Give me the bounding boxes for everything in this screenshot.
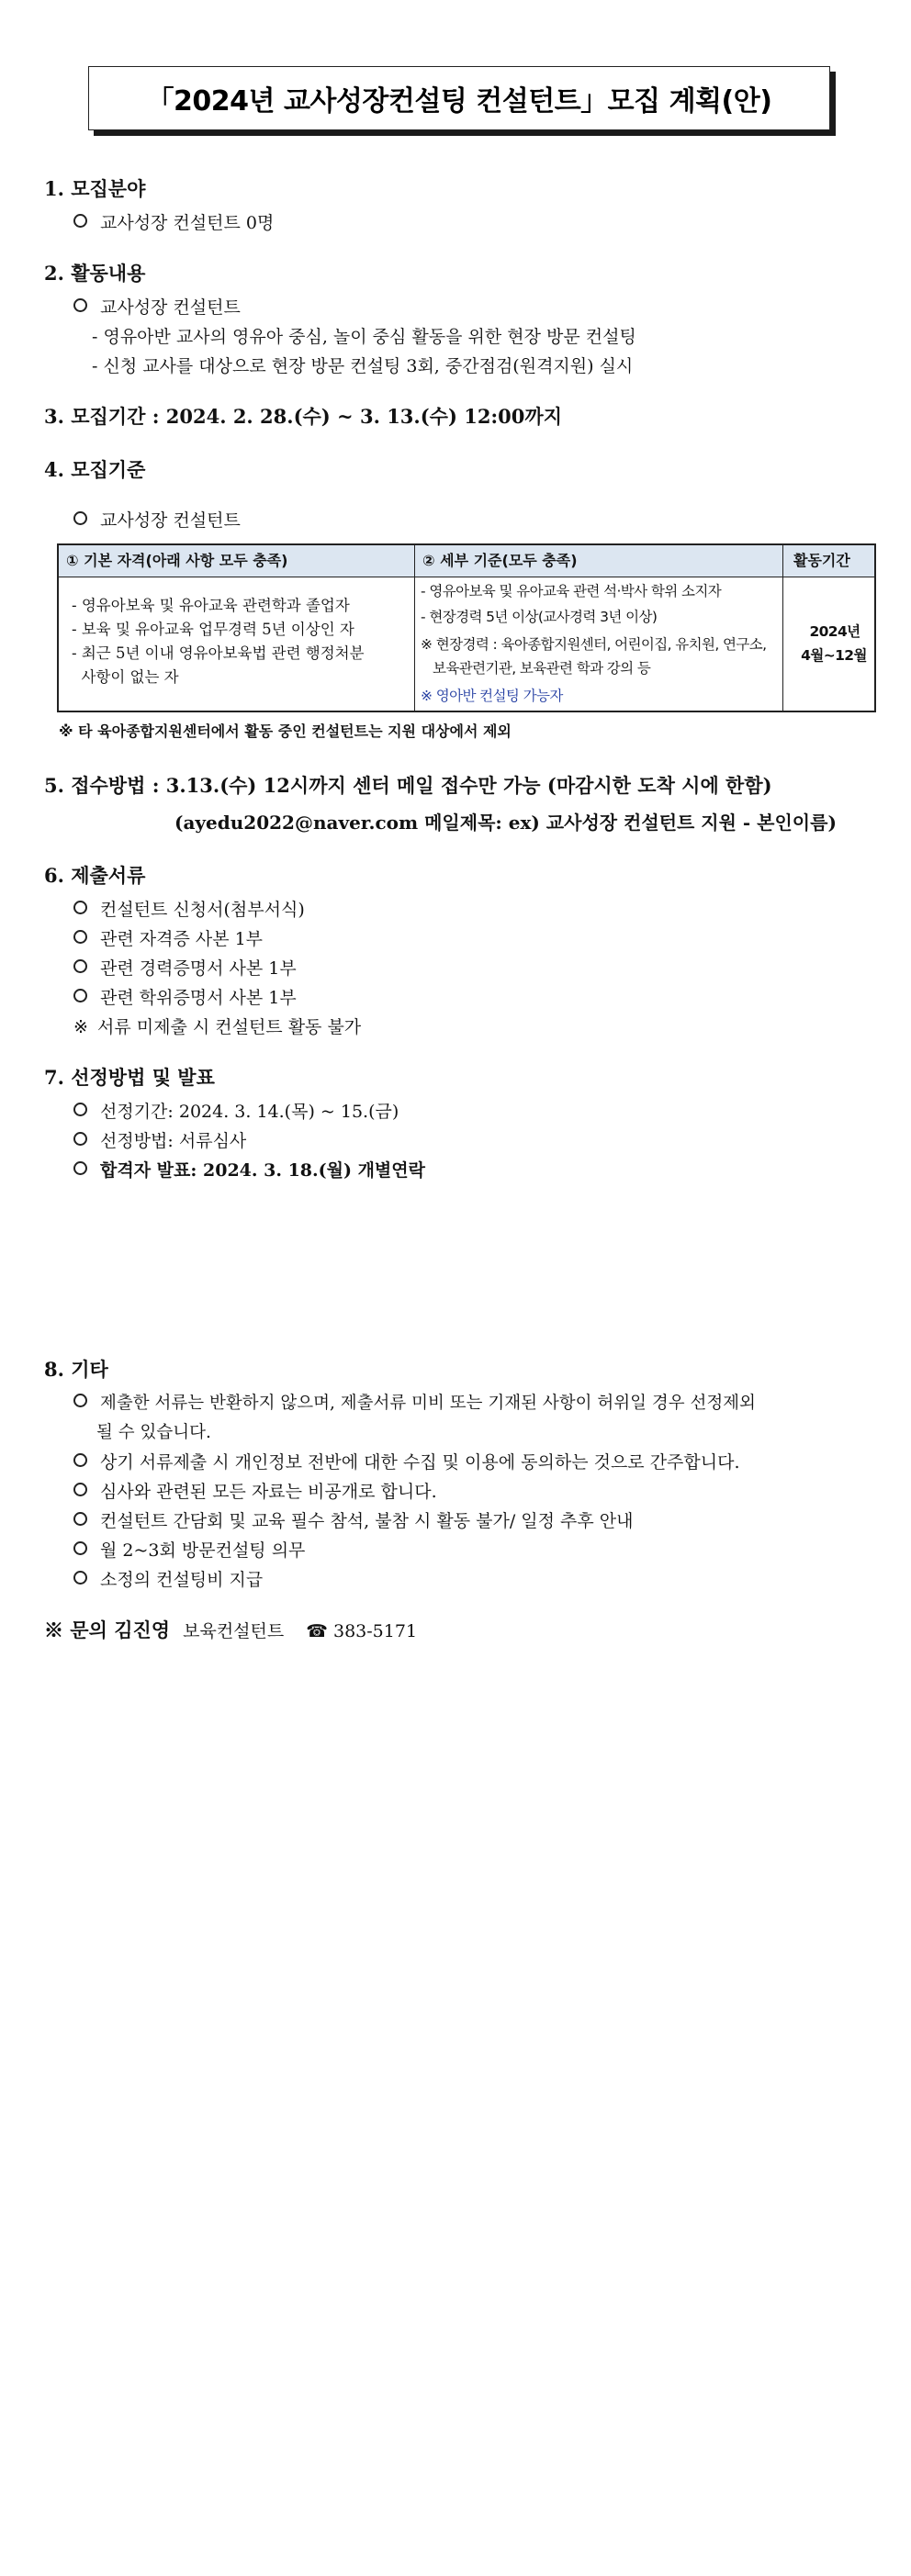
circle-bullet-icon [73,1394,87,1407]
reference-mark-icon: ※ [73,1017,88,1037]
doc-item-text: 관련 경력증명서 사본 1부 [100,958,297,979]
detail-req-note-cont: 보육관련기관, 보육관련 학과 강의 등 [421,660,651,677]
etc-item-text: 월 2~3회 방문컨설팅 의무 [100,1540,306,1561]
section-1-item [73,209,274,234]
contact-line [44,1616,417,1643]
circle-bullet-icon [73,1512,87,1526]
section-2-item-text: 교사성장 컨설턴트 [100,297,241,318]
section-4-item [73,507,241,532]
circle-bullet-icon [73,1453,87,1467]
detail-req-note: ※ 현장경력 : 육아종합지원센터, 어린이집, 유치원, 연구소, [421,636,767,653]
basic-req-3-cont: 사항이 없는 자 [72,668,179,686]
circle-bullet-icon [73,214,87,228]
selection-item-text: 합격자 발표: 2024. 3. 18.(월) 개별연락 [100,1160,425,1181]
circle-bullet-icon [73,1132,87,1146]
doc-item-text: 관련 자격증 사본 1부 [100,929,264,949]
section-6-heading: 6. 제출서류 [44,864,146,887]
etc-item [73,1537,305,1562]
basic-req-2: - 보육 및 유아교육 업무경력 5년 이상인 자 [72,621,354,638]
period-year: 2024년 [809,623,860,640]
section-2-heading: 2. 활동내용 [44,262,146,285]
selection-item-text: 선정방법: 서류심사 [100,1131,247,1151]
circle-bullet-icon [73,989,87,1002]
selection-item [73,1157,425,1182]
doc-item [73,955,297,980]
section-2-sub1: - 영유아반 교사의 영유아 중심, 놀이 중심 활동을 위한 현장 방문 컨설팅 [92,327,636,347]
doc-note [73,1014,361,1038]
table-note: ※ 타 육아종합지원센터에서 활동 중인 컨설턴트는 지원 대상에서 제외 [59,722,512,740]
etc-item-text: 상기 서류제출 시 개인정보 전반에 대한 수집 및 이용에 동의하는 것으로 간주합니다. [100,1452,740,1473]
section-1-item-text: 교사성장 컨설턴트 0명 [100,213,275,233]
detail-req-2: - 현장경력 5년 이상(교사경력 3년 이상) [421,609,658,625]
table-header-period: 활동기간 [793,552,850,569]
contact-phone: ☎ 383-5171 [306,1621,418,1641]
section-5-heading: 5. 접수방법 : 3.13.(수) 12시까지 센터 메일 접수만 가능 (마감시한 도착 시에 한함) [44,774,772,797]
table-header-basic: ① 기본 자격(아래 사항 모두 충족) [66,552,288,569]
circle-bullet-icon [73,511,87,525]
selection-item-text: 선정기간: 2024. 3. 14.(목) ~ 15.(금) [100,1102,399,1122]
basic-req-1: - 영유아보육 및 유아교육 관련학과 졸업자 [72,597,350,614]
circle-bullet-icon [73,298,87,312]
section-2-item [73,294,241,319]
doc-item-text: 관련 학위증명서 사본 1부 [100,988,297,1008]
etc-item [73,1449,740,1473]
etc-item-text: 소정의 컨설팅비 지급 [100,1570,264,1590]
doc-note-text: 서류 미제출 시 컨설턴트 활동 불가 [97,1017,362,1037]
selection-item [73,1098,399,1123]
doc-item-text: 컨설턴트 신청서(첨부서식) [100,900,305,920]
selection-item [73,1127,246,1152]
basic-req-3: - 최근 5년 이내 영유아보육법 관련 행정처분 [72,644,365,662]
contact-role: 보육컨설턴트 [183,1621,285,1641]
section-2-sub2: - 신청 교사를 대상으로 현장 방문 컨설팅 3회, 중간점검(원격지원) 실시 [92,356,634,376]
circle-bullet-icon [73,1483,87,1496]
etc-item [73,1478,437,1503]
section-5-email-line: (ayedu2022@naver.com 메일제목: ex) 교사성장 컨설턴트 지원 - 본인이름) [174,812,837,834]
etc-item-1-cont: 될 수 있습니다. [96,1423,211,1442]
circle-bullet-icon [73,1541,87,1555]
circle-bullet-icon [73,1161,87,1175]
etc-item-text: 컨설턴트 간담회 및 교육 필수 참석, 불참 시 활동 불가/ 일정 추후 안내 [100,1511,634,1531]
detail-req-1: - 영유아보육 및 유아교육 관련 석·박사 학위 소지자 [421,583,722,599]
circle-bullet-icon [73,959,87,973]
detail-req-infant: ※ 영아반 컨설팅 가능자 [421,688,563,704]
table-header-detail: ② 세부 기준(모두 충족) [422,552,578,569]
section-7-heading: 7. 선정방법 및 발표 [44,1066,215,1089]
etc-item-text: 심사와 관련된 모든 자료는 비공개로 합니다. [100,1482,437,1502]
criteria-table [57,543,876,712]
circle-bullet-icon [73,1103,87,1116]
etc-item-text: 제출한 서류는 반환하지 않으며, 제출서류 미비 또는 기재된 사항이 허위일 경우 선정제외 [100,1394,756,1413]
section-8-heading: 8. 기타 [44,1358,108,1381]
period-months: 4월~12월 [801,647,867,664]
etc-item [73,1390,756,1414]
page-title: 「2024년 교사성장컨설팅 컨설턴트」모집 계획(안) [146,85,772,118]
circle-bullet-icon [73,930,87,944]
doc-item [73,984,297,1009]
section-3-heading: 3. 모집기간 : 2024. 2. 28.(수) ~ 3. 13.(수) 12:00까지 [44,405,562,428]
etc-item [73,1507,633,1532]
section-4-heading: 4. 모집기준 [44,458,146,481]
section-1-heading: 1. 모집분야 [44,177,146,200]
title-box [88,66,830,130]
doc-item [73,896,305,921]
etc-item [73,1566,263,1591]
contact-label: ※ 문의 김진영 [44,1618,171,1641]
doc-item [73,925,263,950]
circle-bullet-icon [73,1571,87,1585]
circle-bullet-icon [73,901,87,914]
section-4-item-text: 교사성장 컨설턴트 [100,510,241,531]
